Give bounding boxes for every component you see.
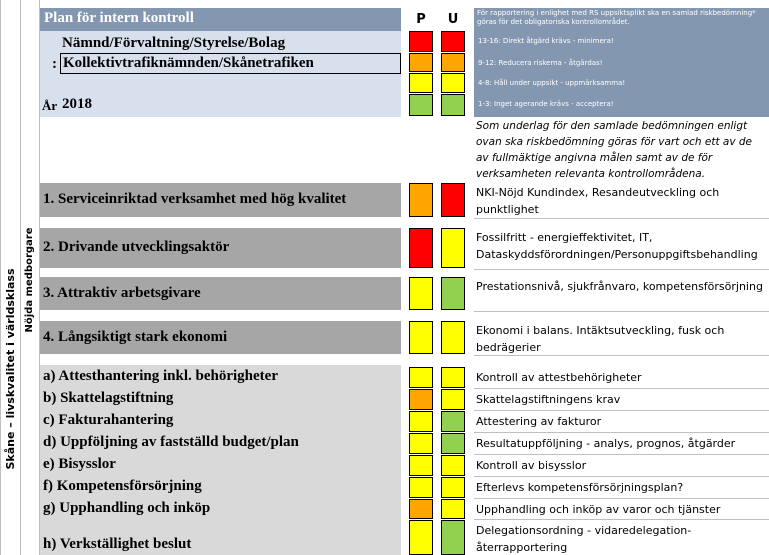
risk-cell-u[interactable] — [441, 367, 465, 388]
row-divider — [474, 476, 769, 477]
control-label: c) Fakturahantering — [43, 412, 174, 428]
control-description: Attestering av fakturor — [476, 415, 602, 428]
goal-label: 2. Drivande utvecklingsaktör — [43, 239, 230, 255]
risk-cell-p[interactable] — [409, 183, 433, 217]
goal-description: Prestationsnivå, sjukfrånvaro, kompetensförsörjning — [476, 280, 763, 293]
goal-label: 3. Attraktiv arbetsgivare — [43, 284, 201, 301]
risk-cell-p[interactable] — [409, 321, 433, 354]
risk-cell-u[interactable] — [441, 411, 465, 432]
row-divider — [474, 410, 769, 411]
legend-item: 9-12: Reducera riskerna - åtgärdas! — [478, 59, 603, 67]
row-divider — [474, 454, 769, 455]
row-divider — [474, 388, 769, 389]
risk-cell-u[interactable] — [441, 499, 465, 519]
goal-description: Fossilfritt - energieffektivitet, IT, Dataskyddsförordningen/Personuppgiftsbehandling — [476, 231, 758, 261]
risk-cell-u[interactable] — [441, 455, 465, 476]
plan-title: Plan för intern kontroll — [44, 10, 194, 26]
org-value-field[interactable]: Kollektivtrafiknämnden/Skånetrafiken — [60, 53, 401, 74]
legend-item: 4-8: Håll under uppsikt - uppmärksamma! — [478, 79, 626, 87]
risk-cell-u[interactable] — [441, 183, 465, 217]
control-description: Upphandling och inköp av varor och tjänster — [476, 503, 721, 516]
row-divider — [474, 498, 769, 499]
legend-swatch-p — [409, 73, 433, 93]
control-label: g) Upphandling och inköp — [43, 500, 211, 516]
goal-label: 4. Långsiktigt stark ekonomi — [43, 328, 228, 345]
risk-cell-u[interactable] — [441, 277, 465, 310]
risk-cell-p[interactable] — [409, 477, 433, 498]
risk-cell-u[interactable] — [441, 321, 465, 354]
risk-cell-u[interactable] — [441, 433, 465, 454]
column-header-u: U — [447, 12, 459, 27]
control-label: b) Skattelagstiftning — [43, 390, 174, 406]
org-label: Nämnd/Förvaltning/Styrelse/Bolag — [62, 35, 286, 51]
year-label: År — [42, 98, 58, 113]
year-value: 2018 — [62, 96, 92, 112]
goal-description: Ekonomi i balans. Intäktsutveckling, fusk och bedrägerier — [476, 324, 725, 354]
goal-label: 1. Serviceinriktad verksamhet med hög kvalitet — [43, 191, 347, 207]
legend-swatch-p — [409, 53, 433, 72]
side-label-inner: Nöjda medborgare — [24, 227, 35, 333]
row-divider — [474, 218, 769, 219]
header-title-bar — [40, 8, 401, 31]
row-divider — [474, 311, 769, 312]
risk-cell-p[interactable] — [409, 367, 433, 388]
control-description: Delegationsordning - vidaredelegation-återrapportering — [476, 524, 692, 554]
row-divider — [474, 269, 769, 270]
control-label: a) Attesthantering inkl. behörigheter — [43, 368, 278, 384]
risk-cell-p[interactable] — [409, 228, 433, 268]
risk-cell-u[interactable] — [441, 389, 465, 410]
risk-cell-u[interactable] — [441, 228, 465, 268]
legend-note: Som underlag för den samlade bedömningen enligt ovan ska riskbedömning göras för vart och ett av de av fullmäktige angivna målen samt av de för verksamheten relevanta kontrollområdena. — [476, 120, 753, 180]
row-divider — [474, 355, 769, 356]
control-description: Kontroll av bisysslor — [476, 459, 587, 472]
risk-cell-p[interactable] — [409, 455, 433, 476]
goal-description: NKI-Nöjd Kundindex, Resandeutveckling och punktlighet — [476, 186, 720, 216]
risk-cell-p[interactable] — [409, 520, 433, 555]
legend-swatch-u — [441, 94, 465, 116]
risk-cell-p[interactable] — [409, 411, 433, 432]
control-description: Resultatuppföljning - analys, prognos, åtgärder — [476, 437, 736, 450]
risk-cell-p[interactable] — [409, 433, 433, 454]
control-description: Efterlevs kompetensförsörjningsplan? — [476, 481, 684, 494]
legend-intro: För rapportering i enlighet med RS uppsiktsplikt ska en samlad riskbedömning* göras för det obligatoriska kontrollområdet. — [477, 9, 756, 26]
risk-cell-u[interactable] — [441, 520, 465, 555]
column-header-p: P — [416, 12, 426, 27]
risk-cell-p[interactable] — [409, 499, 433, 519]
control-label: f) Kompetensförsörjning — [43, 478, 202, 494]
control-label: d) Uppföljning av fastställd budget/plan — [43, 434, 299, 450]
control-label: e) Bisysslor — [43, 456, 116, 472]
org-prefix: : — [52, 56, 57, 72]
risk-cell-p[interactable] — [409, 389, 433, 410]
legend-item: 1-3: Inget agerande krävs - acceptera! — [478, 100, 614, 108]
legend-swatch-u — [441, 53, 465, 72]
legend-item: 13-16: Direkt åtgärd krävs - minimera! — [478, 37, 614, 45]
side-label-outer: Skåne – livskvalitet i världsklass — [4, 268, 17, 470]
row-divider — [474, 432, 769, 433]
control-label: h) Verkställighet beslut — [43, 536, 192, 552]
control-description: Kontroll av attestbehörigheter — [476, 371, 642, 384]
legend-swatch-p — [409, 31, 433, 52]
risk-cell-p[interactable] — [409, 277, 433, 310]
legend-swatch-p — [409, 94, 433, 116]
row-divider — [474, 519, 769, 520]
risk-cell-u[interactable] — [441, 477, 465, 498]
legend-swatch-u — [441, 31, 465, 52]
control-description: Skattelagstiftningens krav — [476, 393, 621, 406]
legend-swatch-u — [441, 73, 465, 93]
